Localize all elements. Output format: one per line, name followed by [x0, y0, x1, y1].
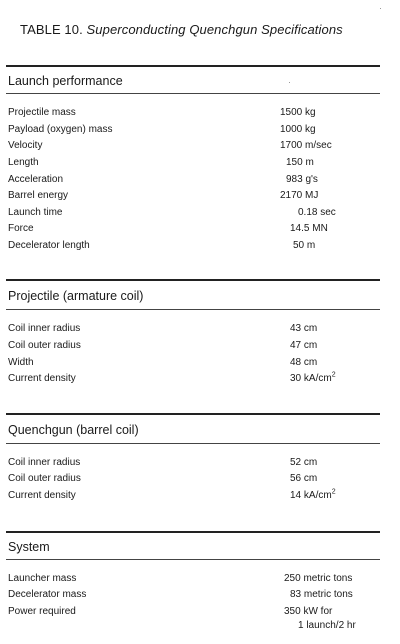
row-parameter: Acceleration	[8, 174, 64, 185]
section-top-rule	[6, 531, 380, 533]
row-value: 1500 kg	[280, 107, 316, 118]
table-title	[20, 22, 343, 37]
table-row	[8, 157, 378, 173]
row-value: 0.18 sec	[298, 207, 336, 218]
table-row	[8, 140, 378, 156]
row-value	[290, 373, 336, 384]
row-value: 2170 MJ	[280, 190, 319, 201]
row-value: 14.5 MN	[290, 223, 328, 234]
row-value: 48 cm	[290, 357, 318, 368]
table-row	[8, 323, 378, 339]
row-parameter: Power required	[8, 606, 76, 617]
scan-speck	[380, 8, 381, 9]
row-parameter: Current density	[8, 490, 76, 501]
row-parameter: Length	[8, 157, 39, 168]
table-row	[8, 373, 378, 389]
table-row-continuation	[8, 620, 378, 636]
table-row	[8, 223, 378, 239]
row-parameter: Coil outer radius	[8, 473, 81, 484]
table-row	[8, 190, 378, 206]
row-value: 983 g's	[286, 174, 318, 185]
table-row	[8, 124, 378, 140]
section-heading-system: System	[8, 540, 50, 554]
table-row	[8, 357, 378, 373]
row-value: 1000 kg	[280, 124, 316, 135]
table-row	[8, 207, 378, 223]
superscript: 2	[331, 371, 336, 379]
row-parameter: Decelerator mass	[8, 589, 87, 600]
row-value: 150 m	[286, 157, 314, 168]
table-row	[8, 490, 378, 506]
row-value: 47 cm	[290, 340, 318, 351]
row-parameter: Launch time	[8, 207, 63, 218]
table-label: TABLE 10.	[20, 22, 83, 37]
table-row	[8, 473, 378, 489]
row-parameter: Velocity	[8, 140, 43, 151]
row-parameter: Width	[8, 357, 34, 368]
scan-speck	[289, 82, 290, 83]
row-parameter: Coil outer radius	[8, 340, 81, 351]
section-top-rule	[6, 413, 380, 415]
section-top-rule	[6, 279, 380, 281]
row-value: 83 metric tons	[290, 589, 353, 600]
table-name: Superconducting Quenchgun Specifications	[86, 22, 343, 37]
row-parameter: Coil inner radius	[8, 323, 81, 334]
table-row	[8, 457, 378, 473]
section-heading-quenchgun: Quenchgun (barrel coil)	[8, 423, 139, 437]
section-heading-projectile: Projectile (armature coil)	[8, 289, 144, 303]
section-heading-launch-performance: Launch performance	[8, 74, 123, 88]
table-row	[8, 340, 378, 356]
row-value: 43 cm	[290, 323, 318, 334]
row-parameter: Projectile mass	[8, 107, 76, 118]
row-parameter: Barrel energy	[8, 190, 69, 201]
section-bottom-rule	[6, 443, 380, 444]
value-text: 14 kA/cm	[290, 490, 332, 501]
row-parameter: Current density	[8, 373, 76, 384]
row-value: 250 metric tons	[284, 573, 353, 584]
row-value: 1 launch/2 hr	[298, 620, 356, 631]
row-value: 350 kW for	[284, 606, 333, 617]
row-parameter: Payload (oxygen) mass	[8, 124, 113, 135]
row-value: 50 m	[293, 240, 316, 251]
table-row	[8, 107, 378, 123]
row-value	[290, 490, 336, 501]
row-parameter: Decelerator length	[8, 240, 90, 251]
row-parameter: Coil inner radius	[8, 457, 81, 468]
superscript: 2	[331, 488, 336, 496]
row-value: 52 cm	[290, 457, 318, 468]
section-bottom-rule	[6, 93, 380, 94]
table-row	[8, 174, 378, 190]
row-value: 56 cm	[290, 473, 318, 484]
table-row	[8, 589, 378, 605]
value-text: 30 kA/cm	[290, 373, 332, 384]
row-value: 1700 m/sec	[280, 140, 332, 151]
row-parameter: Force	[8, 223, 34, 234]
section-top-rule	[6, 65, 380, 67]
table-row	[8, 240, 378, 256]
section-bottom-rule	[6, 559, 380, 560]
row-parameter: Launcher mass	[8, 573, 77, 584]
section-bottom-rule	[6, 309, 380, 310]
table-row	[8, 573, 378, 589]
